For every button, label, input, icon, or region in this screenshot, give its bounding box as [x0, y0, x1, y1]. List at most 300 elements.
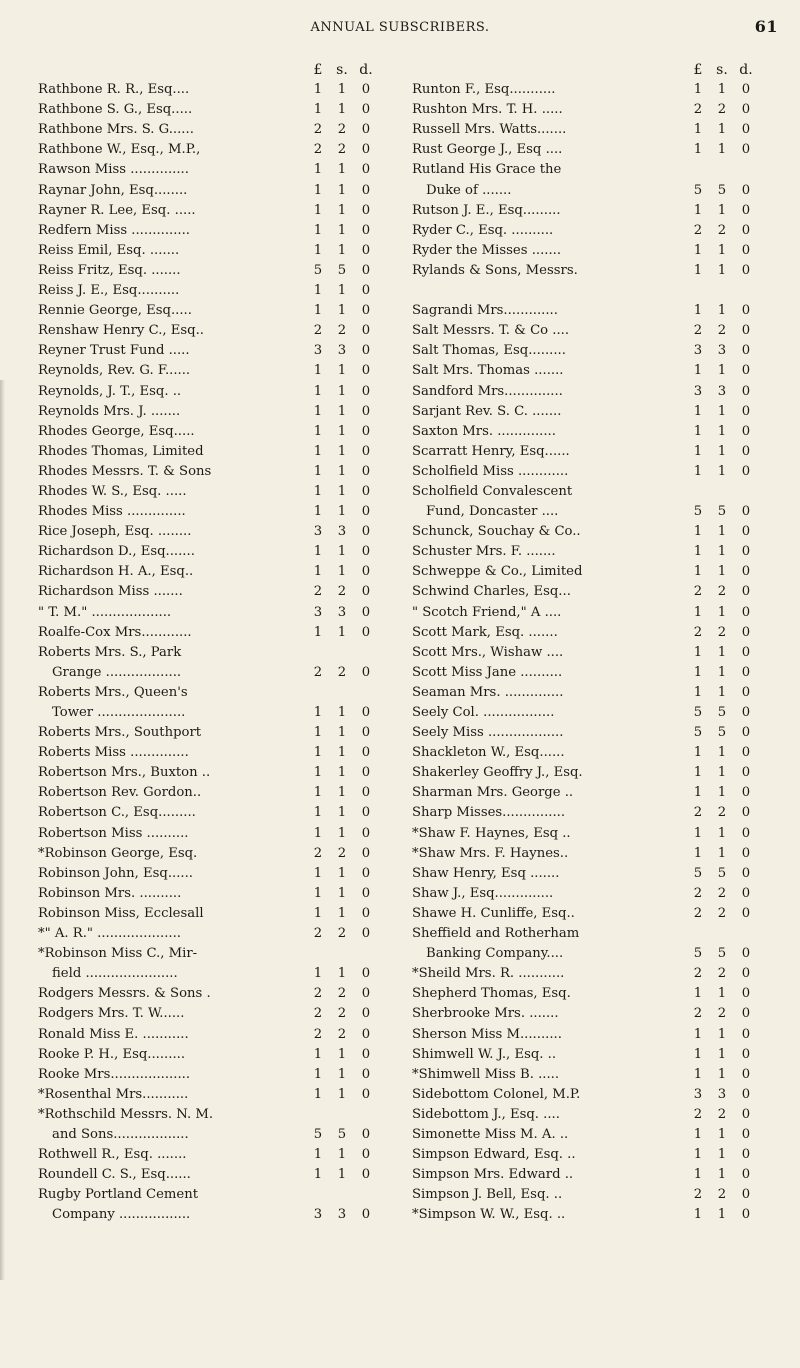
currency-header-left [38, 60, 378, 80]
subscriber-entry [38, 1165, 378, 1185]
subscriber-entry [412, 221, 758, 241]
subscriber-name: Rice Joseph, Esq. ........ [38, 524, 192, 540]
subscriber-entry [412, 703, 758, 723]
pounds-amount: 1 [693, 1126, 703, 1142]
shillings-amount: 1 [337, 303, 347, 319]
shillings-amount: 3 [337, 343, 347, 359]
pounds-amount: 2 [313, 122, 323, 138]
subscriber-name: Simpson Mrs. Edward .. [412, 1167, 574, 1183]
subscriber-entry [38, 723, 378, 743]
shillings-amount: 2 [337, 122, 347, 138]
pounds-amount: 1 [693, 986, 703, 1002]
subscriber-name: and Sons.................. [52, 1126, 189, 1142]
shillings-amount: 1 [717, 1026, 727, 1042]
subscriber-entry [38, 181, 378, 201]
pounds-amount: 3 [693, 1086, 703, 1102]
subscriber-name: Richardson Miss ....... [38, 584, 183, 600]
pence-amount: 0 [361, 504, 371, 520]
subscriber-entry [38, 924, 378, 944]
pounds-amount: 3 [313, 524, 323, 540]
pounds-amount: 1 [313, 463, 323, 479]
shillings-amount: 2 [717, 805, 727, 821]
subscriber-entry [412, 261, 758, 281]
pence-amount: 0 [361, 564, 371, 580]
pounds-amount: 1 [313, 383, 323, 399]
pence-amount: 0 [361, 242, 371, 258]
subscriber-entry [38, 603, 378, 623]
pounds-amount: 2 [693, 102, 703, 118]
pounds-amount: 1 [693, 142, 703, 158]
shillings-amount: 1 [337, 443, 347, 459]
shillings-amount: 1 [717, 262, 727, 278]
pence-amount: 0 [741, 1106, 751, 1122]
subscriber-entry [412, 1185, 758, 1205]
pence-amount: 0 [741, 865, 751, 881]
subscriber-entry [412, 1205, 758, 1225]
subscriber-name: Rathbone S. G., Esq..... [38, 102, 193, 118]
subscriber-entry [38, 100, 378, 120]
subscriber-name: Rooke Mrs................... [38, 1066, 191, 1082]
subscriber-name: Reyner Trust Fund ..... [38, 343, 190, 359]
shillings-amount: 2 [337, 1006, 347, 1022]
pence-amount: 0 [741, 745, 751, 761]
shillings-amount: 1 [717, 986, 727, 1002]
shillings-amount: 1 [337, 82, 347, 98]
pence-amount: 0 [361, 262, 371, 278]
subscriber-name: Ronald Miss E. ........... [38, 1026, 189, 1042]
subscriber-entry [412, 743, 758, 763]
subscriber-name: *Shaw Mrs. F. Haynes.. [412, 845, 569, 861]
pounds-amount: 1 [313, 182, 323, 198]
pence-amount: 0 [741, 825, 751, 841]
shillings-amount: 1 [717, 1066, 727, 1082]
pence-amount: 0 [361, 986, 371, 1002]
subscriber-entry [38, 361, 378, 381]
subscriber-name: Roberts Mrs., Queen's [38, 684, 188, 700]
subscriber-name: Fund, Doncaster .... [426, 504, 559, 520]
shillings-amount: 1 [717, 1167, 727, 1183]
subscriber-name: Rushton Mrs. T. H. ..... [412, 102, 563, 118]
pounds-amount: 2 [693, 805, 703, 821]
pence-amount: 0 [361, 423, 371, 439]
pounds-amount: 1 [693, 765, 703, 781]
shillings-amount: 1 [337, 182, 347, 198]
subscriber-name: *Simpson W. W., Esq. .. [412, 1207, 566, 1223]
shillings-amount: 2 [337, 323, 347, 339]
pounds-amount: 1 [693, 1066, 703, 1082]
subscriber-name: field ...................... [52, 966, 178, 982]
shillings-amount: 1 [337, 966, 347, 982]
pounds-heading: £ [313, 62, 323, 78]
pounds-amount: 1 [693, 664, 703, 680]
pounds-amount: 1 [693, 82, 703, 98]
pence-amount: 0 [741, 182, 751, 198]
pounds-amount: 1 [693, 262, 703, 278]
pence-amount: 0 [361, 1207, 371, 1223]
shillings-amount: 1 [717, 82, 727, 98]
pounds-amount: 1 [693, 544, 703, 560]
subscriber-entry [38, 783, 378, 803]
subscriber-entry [38, 1065, 378, 1085]
pounds-amount: 2 [693, 584, 703, 600]
shillings-amount: 1 [717, 202, 727, 218]
shillings-amount: 1 [717, 423, 727, 439]
subscriber-name: Rugby Portland Cement [38, 1187, 199, 1203]
pence-amount: 0 [741, 343, 751, 359]
pounds-amount: 5 [693, 865, 703, 881]
subscriber-name: Rhodes Messrs. T. & Sons [38, 463, 212, 479]
shillings-amount: 1 [337, 785, 347, 801]
pence-amount: 0 [361, 765, 371, 781]
shillings-amount: 1 [337, 222, 347, 238]
subscriber-name: Robertson Mrs., Buxton .. [38, 765, 211, 781]
subscriber-name: Company ................. [52, 1207, 191, 1223]
subscriber-entry [38, 140, 378, 160]
subscriber-name: Salt Thomas, Esq......... [412, 343, 566, 359]
subscriber-name: Seely Miss .................. [412, 725, 564, 741]
shillings-amount: 3 [717, 383, 727, 399]
pence-amount: 0 [361, 383, 371, 399]
pounds-amount: 1 [693, 1147, 703, 1163]
shillings-amount: 1 [717, 463, 727, 479]
pounds-amount: 2 [693, 323, 703, 339]
shillings-amount: 1 [717, 363, 727, 379]
subscriber-name: Schwind Charles, Esq... [412, 584, 571, 600]
pounds-amount: 1 [313, 966, 323, 982]
pence-amount: 0 [741, 1026, 751, 1042]
subscriber-entry [412, 80, 758, 100]
shillings-amount: 2 [337, 926, 347, 942]
pence-amount: 0 [361, 142, 371, 158]
shillings-amount: 1 [717, 825, 727, 841]
pounds-amount: 1 [313, 865, 323, 881]
subscriber-name: Sharman Mrs. George .. [412, 785, 574, 801]
subscriber-entry [38, 743, 378, 763]
shillings-amount: 1 [337, 1086, 347, 1102]
pence-amount: 0 [741, 524, 751, 540]
pence-amount: 0 [741, 986, 751, 1002]
pounds-amount: 1 [313, 202, 323, 218]
subscriber-name: Shakerley Geoffry J., Esq. [412, 765, 583, 781]
pence-amount: 0 [741, 705, 751, 720]
subscriber-entry [412, 1045, 758, 1065]
subscriber-list-right [412, 80, 758, 1225]
shillings-amount: 5 [717, 705, 727, 720]
subscriber-entry [412, 1165, 758, 1185]
shillings-amount: 1 [717, 1147, 727, 1163]
subscriber-entry [412, 181, 758, 201]
pence-amount: 0 [361, 1046, 371, 1062]
pence-amount: 0 [361, 785, 371, 801]
pounds-amount: 1 [313, 1147, 323, 1163]
pence-amount: 0 [741, 222, 751, 238]
subscriber-entry [412, 301, 758, 321]
subscriber-name: Shimwell W. J., Esq. .. [412, 1046, 557, 1062]
pence-amount: 0 [741, 383, 751, 399]
subscriber-entry [412, 1145, 758, 1165]
pence-amount: 0 [741, 946, 751, 962]
subscriber-name: Roalfe-Cox Mrs............ [38, 624, 192, 640]
pounds-amount: 2 [313, 584, 323, 600]
shillings-amount: 1 [337, 202, 347, 218]
subscriber-name: Robinson Miss, Ecclesall [38, 905, 204, 921]
shillings-amount: 1 [337, 423, 347, 439]
pounds-amount: 2 [693, 1187, 703, 1203]
pounds-amount: 2 [313, 926, 323, 942]
subscriber-name: Sheffield and Rotherham [412, 926, 580, 942]
pounds-amount: 2 [313, 142, 323, 158]
pence-amount: 0 [361, 1147, 371, 1163]
shillings-amount: 1 [717, 1207, 727, 1223]
pence-heading: d. [359, 62, 373, 78]
shillings-amount: 5 [337, 1126, 347, 1142]
pence-amount: 0 [361, 825, 371, 841]
pence-amount: 0 [741, 664, 751, 680]
pounds-amount: 1 [313, 905, 323, 921]
pounds-amount: 1 [313, 765, 323, 781]
shillings-amount: 2 [717, 102, 727, 118]
subscriber-entry [38, 763, 378, 783]
page-header [0, 18, 800, 42]
subscriber-name: Scholfield Convalescent [412, 483, 573, 499]
pounds-amount: 2 [313, 986, 323, 1002]
pence-amount: 0 [741, 564, 751, 580]
shillings-amount: 1 [337, 705, 347, 720]
pounds-amount: 1 [693, 463, 703, 479]
shillings-amount: 1 [337, 745, 347, 761]
subscriber-entry [412, 1025, 758, 1045]
pounds-amount: 2 [693, 1106, 703, 1122]
subscriber-entry [38, 824, 378, 844]
pence-amount: 0 [741, 805, 751, 821]
subscriber-entry [38, 462, 378, 482]
shillings-amount: 2 [717, 966, 727, 982]
shillings-heading: s. [716, 62, 728, 78]
pence-amount: 0 [741, 1187, 751, 1203]
shillings-amount: 2 [717, 624, 727, 640]
subscriber-name: *Robinson George, Esq. [38, 845, 198, 861]
page-number: 61 [754, 17, 778, 36]
pence-amount: 0 [361, 584, 371, 600]
subscriber-entry [38, 1205, 378, 1225]
currency-header-right [412, 60, 758, 80]
pence-amount: 0 [361, 845, 371, 861]
pounds-amount: 1 [693, 363, 703, 379]
subscriber-entry [412, 763, 758, 783]
shillings-amount: 2 [337, 142, 347, 158]
pounds-amount: 2 [693, 905, 703, 921]
shillings-amount: 1 [717, 604, 727, 620]
pounds-amount: 1 [313, 745, 323, 761]
pence-amount: 0 [741, 684, 751, 700]
pence-amount: 0 [361, 664, 371, 680]
shillings-amount: 2 [337, 986, 347, 1002]
pence-amount: 0 [361, 624, 371, 640]
shillings-amount: 1 [717, 564, 727, 580]
subscriber-name: Rutland His Grace the [412, 162, 562, 178]
subscriber-entry [38, 120, 378, 140]
pence-amount: 0 [361, 544, 371, 560]
pence-amount: 0 [741, 423, 751, 439]
subscriber-name: Sharp Misses............... [412, 805, 566, 821]
shillings-amount: 3 [717, 1086, 727, 1102]
shillings-amount: 1 [717, 242, 727, 258]
subscriber-name: Scholfield Miss ............ [412, 463, 569, 479]
shillings-amount: 1 [717, 745, 727, 761]
pounds-amount: 2 [313, 664, 323, 680]
shillings-amount: 1 [337, 463, 347, 479]
subscriber-entry [412, 100, 758, 120]
pounds-amount: 1 [693, 1026, 703, 1042]
pence-amount: 0 [741, 725, 751, 741]
pence-amount: 0 [361, 162, 371, 178]
pence-amount: 0 [361, 524, 371, 540]
subscriber-name: Rhodes W. S., Esq. ..... [38, 483, 187, 499]
subscriber-entry [412, 442, 758, 462]
shillings-amount: 5 [717, 725, 727, 741]
pence-amount: 0 [741, 443, 751, 459]
shillings-amount: 5 [717, 865, 727, 881]
subscriber-name: Reynolds Mrs. J. ....... [38, 403, 181, 419]
subscriber-name: Reiss Emil, Esq. ....... [38, 242, 180, 258]
subscriber-entry [412, 1105, 758, 1125]
shillings-amount: 3 [337, 604, 347, 620]
shillings-amount: 1 [717, 664, 727, 680]
pounds-amount: 2 [313, 1006, 323, 1022]
subscriber-name: Simonette Miss M. A. .. [412, 1126, 569, 1142]
subscriber-entry [38, 663, 378, 683]
subscriber-name: *Rosenthal Mrs........... [38, 1086, 189, 1102]
pence-amount: 0 [361, 182, 371, 198]
shillings-amount: 1 [717, 845, 727, 861]
shillings-amount: 1 [337, 885, 347, 901]
pounds-amount: 1 [313, 1086, 323, 1102]
subscriber-name: Roberts Mrs., Southport [38, 725, 202, 741]
subscriber-name: Renshaw Henry C., Esq.. [38, 323, 204, 339]
subscriber-name: Grange .................. [52, 664, 182, 680]
pounds-amount: 1 [693, 423, 703, 439]
pounds-amount: 1 [313, 242, 323, 258]
pounds-amount: 5 [693, 946, 703, 962]
pence-amount: 0 [741, 1147, 751, 1163]
pounds-amount: 1 [693, 564, 703, 580]
subscriber-entry [38, 984, 378, 1004]
subscriber-entry [412, 422, 758, 442]
subscriber-entry [412, 361, 758, 381]
shillings-amount: 2 [337, 1026, 347, 1042]
subscriber-entry [412, 844, 758, 864]
subscriber-entry [38, 382, 378, 402]
pence-amount: 0 [361, 805, 371, 821]
subscriber-name: Shawe H. Cunliffe, Esq.. [412, 905, 575, 921]
subscriber-entry [412, 281, 758, 301]
subscriber-entry [412, 1065, 758, 1085]
shillings-amount: 2 [337, 845, 347, 861]
subscriber-name: Sagrandi Mrs............. [412, 303, 558, 319]
pounds-amount: 5 [693, 725, 703, 741]
pence-amount: 0 [361, 222, 371, 238]
pence-amount: 0 [361, 122, 371, 138]
subscriber-name: Raynar John, Esq........ [38, 182, 188, 198]
subscriber-name: Rhodes Miss .............. [38, 504, 186, 520]
subscriber-name: Ryder the Misses ....... [412, 242, 562, 258]
pounds-amount: 1 [693, 825, 703, 841]
subscriber-name: Sidebottom J., Esq. .... [412, 1106, 560, 1122]
pence-amount: 0 [741, 262, 751, 278]
pence-amount: 0 [741, 785, 751, 801]
shillings-amount: 1 [337, 905, 347, 921]
subscriber-entry [412, 140, 758, 160]
pence-amount: 0 [361, 926, 371, 942]
pounds-amount: 5 [313, 262, 323, 278]
subscriber-name: Richardson H. A., Esq.. [38, 564, 194, 580]
subscriber-name: *" A. R." .................... [38, 926, 181, 942]
pounds-amount: 1 [313, 1167, 323, 1183]
pounds-amount: 1 [693, 202, 703, 218]
pence-amount: 0 [361, 885, 371, 901]
shillings-amount: 1 [717, 122, 727, 138]
pence-amount: 0 [361, 1167, 371, 1183]
subscriber-entry [412, 201, 758, 221]
pounds-amount: 1 [693, 845, 703, 861]
pounds-amount: 2 [693, 966, 703, 982]
pounds-amount: 2 [693, 1006, 703, 1022]
pence-amount: 0 [741, 1086, 751, 1102]
shillings-amount: 1 [717, 524, 727, 540]
shillings-amount: 1 [337, 544, 347, 560]
shillings-amount: 1 [717, 1046, 727, 1062]
subscriber-name: Rawson Miss .............. [38, 162, 189, 178]
pounds-amount: 1 [313, 544, 323, 560]
pounds-amount: 5 [313, 1126, 323, 1142]
subscriber-entry [38, 803, 378, 823]
subscriber-name: Rothwell R., Esq. ....... [38, 1147, 187, 1163]
pence-amount: 0 [361, 1006, 371, 1022]
subscriber-entry [412, 1125, 758, 1145]
subscriber-entry [38, 1105, 378, 1125]
pounds-amount: 1 [313, 82, 323, 98]
pounds-amount: 1 [693, 785, 703, 801]
subscriber-name: Rathbone R. R., Esq.... [38, 82, 190, 98]
pounds-amount: 1 [313, 885, 323, 901]
subscriber-name: *Rothschild Messrs. N. M. [38, 1106, 214, 1122]
pounds-amount: 1 [693, 303, 703, 319]
subscriber-name: Tower ..................... [52, 705, 186, 720]
subscriber-entry [38, 944, 378, 964]
pounds-amount: 1 [693, 443, 703, 459]
subscriber-entry [412, 341, 758, 361]
subscriber-entry [38, 582, 378, 602]
pounds-amount: 3 [693, 343, 703, 359]
pounds-amount: 1 [313, 624, 323, 640]
shillings-amount: 1 [337, 1147, 347, 1163]
right-column [412, 60, 758, 1225]
subscriber-entry [412, 542, 758, 562]
page-edge-shadow [0, 380, 5, 1280]
pence-amount: 0 [361, 463, 371, 479]
left-column [38, 60, 378, 1225]
pence-amount: 0 [361, 443, 371, 459]
pounds-amount: 3 [313, 1207, 323, 1223]
subscriber-name: Robinson John, Esq...... [38, 865, 193, 881]
pounds-amount: 2 [313, 323, 323, 339]
pounds-amount: 2 [693, 222, 703, 238]
pounds-amount: 1 [313, 1046, 323, 1062]
subscriber-entry [38, 482, 378, 502]
pence-amount: 0 [741, 202, 751, 218]
shillings-amount: 2 [717, 1006, 727, 1022]
subscriber-entry [412, 663, 758, 683]
